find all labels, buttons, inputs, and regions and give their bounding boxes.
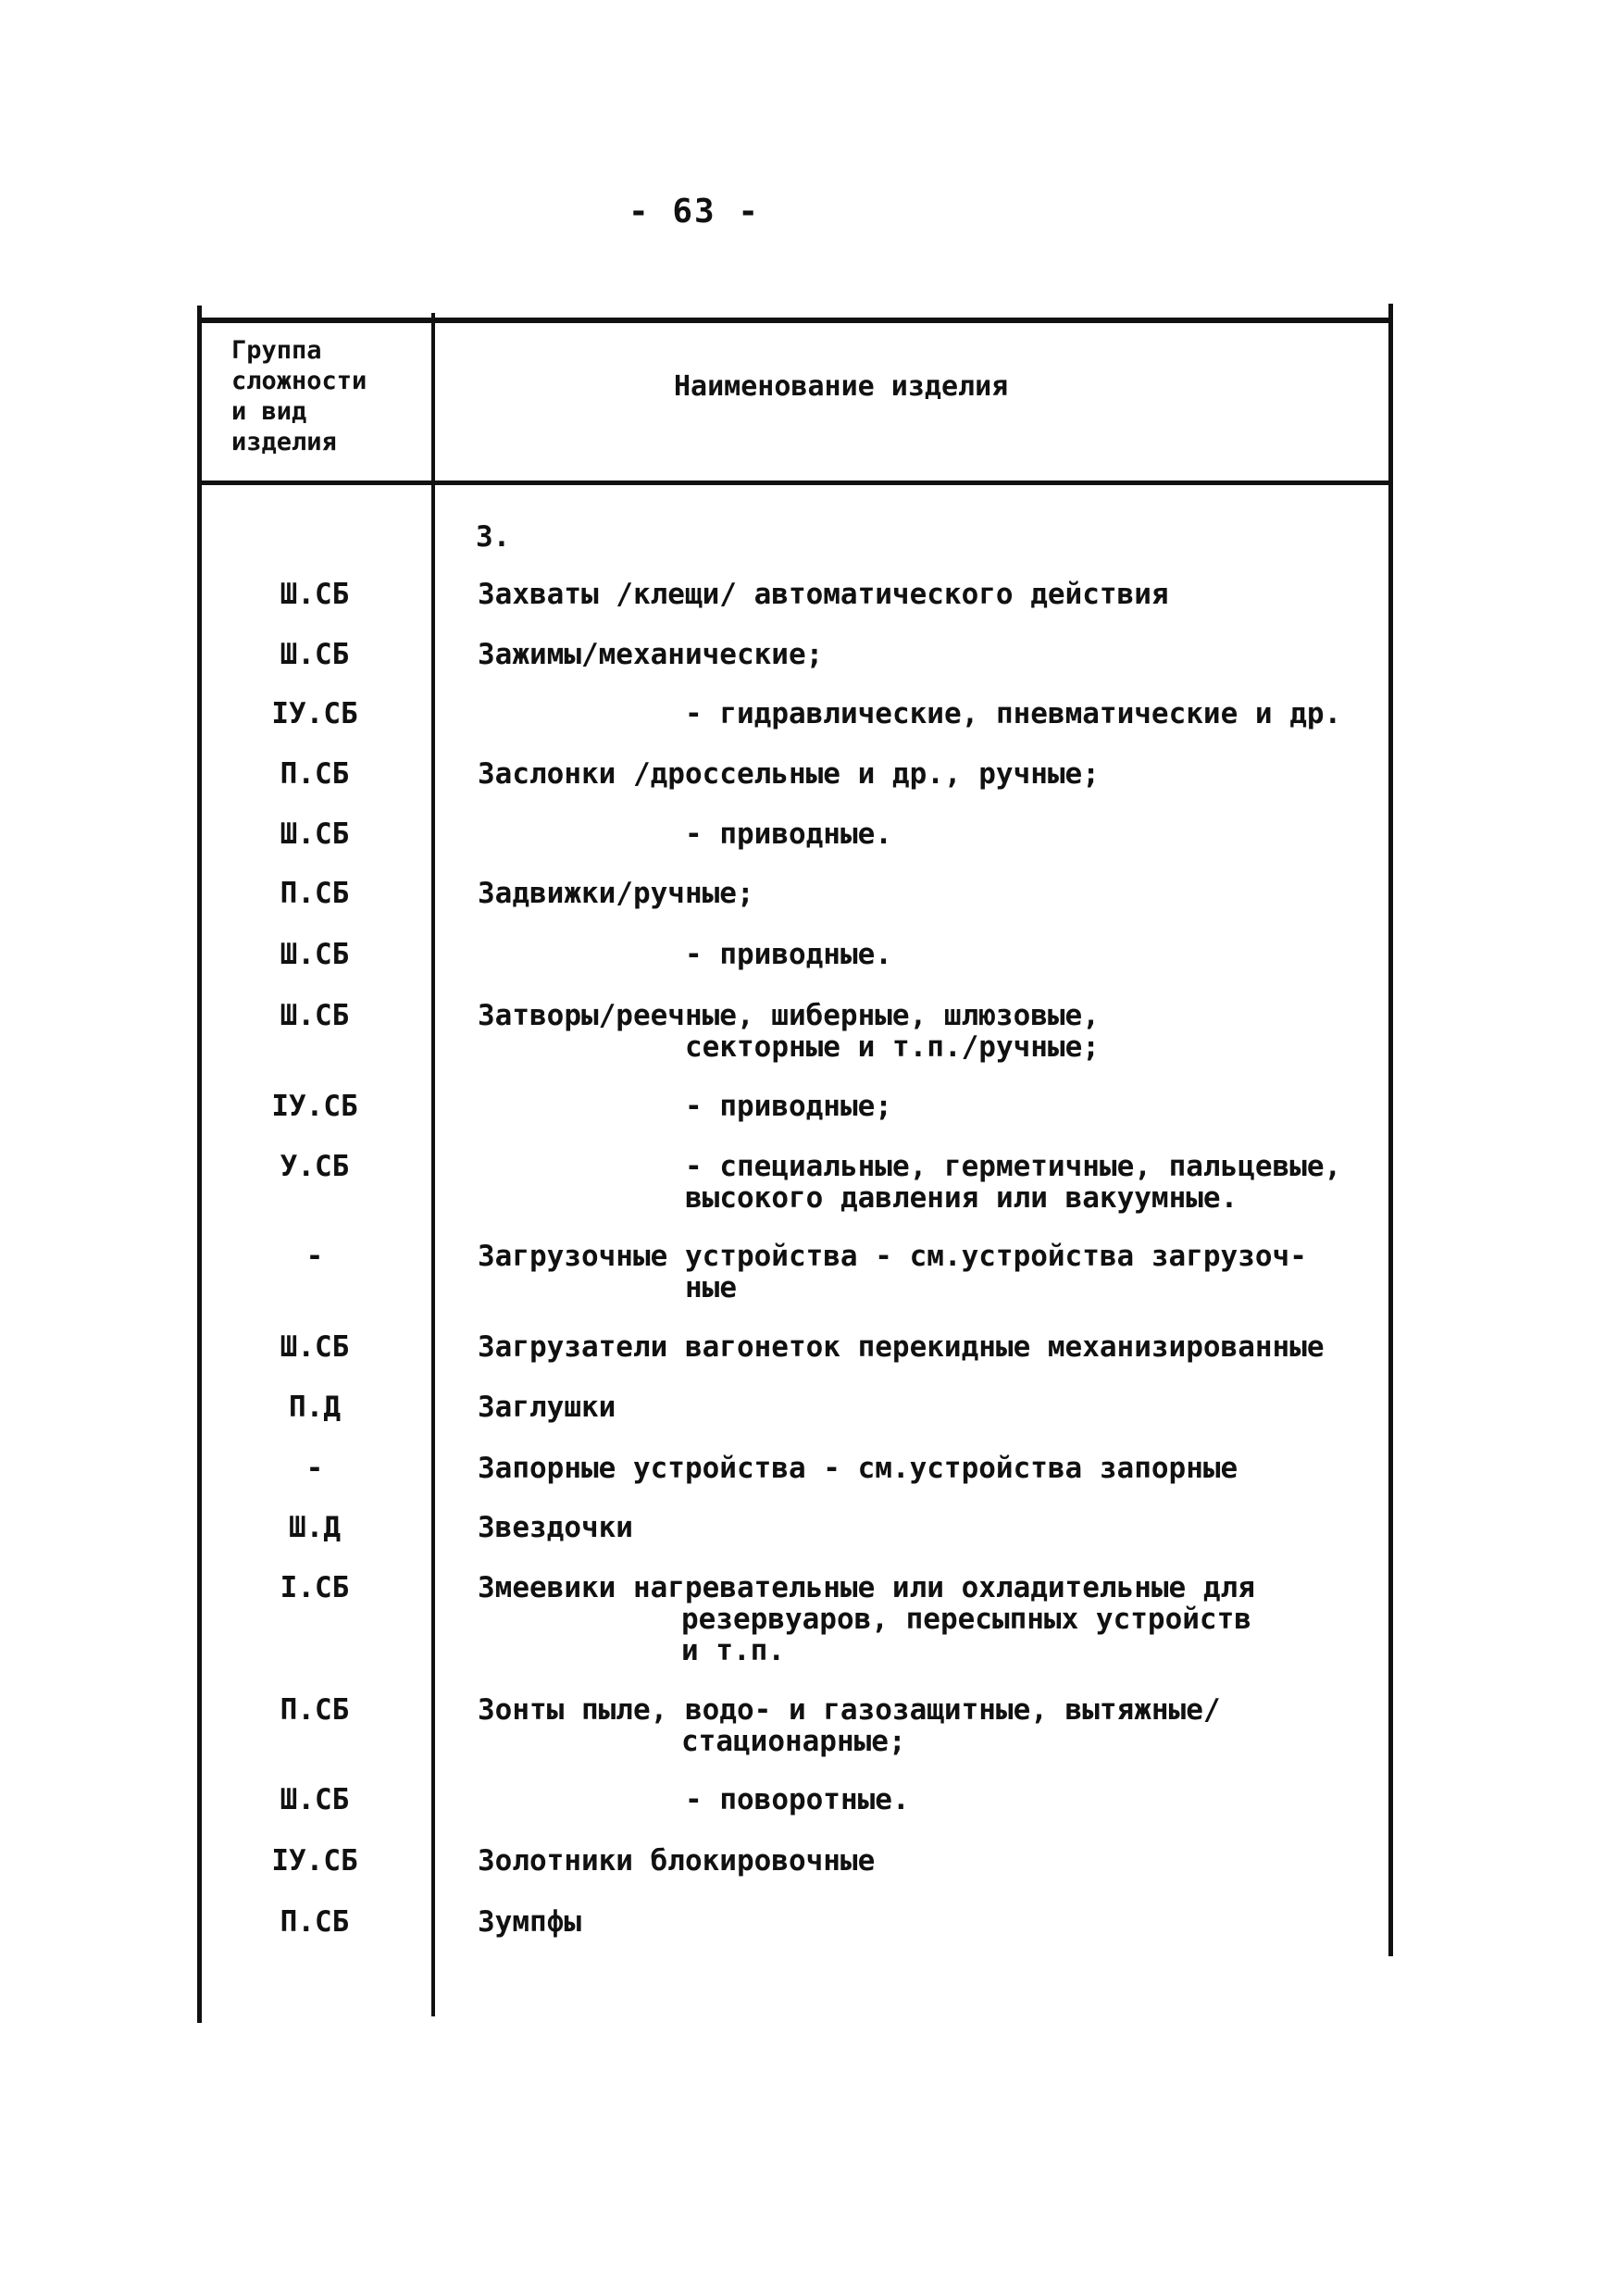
table-cell-name: [478, 1906, 581, 1938]
table-cell-name-line: - приводные.: [685, 938, 892, 971]
table-cell-group: П.Д: [289, 1391, 341, 1424]
table-cell-name-line: Зажимы/механические;: [478, 638, 824, 671]
table-cell-name: [478, 1391, 616, 1423]
table-cell-name: [478, 639, 823, 670]
table-cell-group: I.СБ: [280, 1571, 350, 1604]
table-cell-name: [685, 1784, 910, 1816]
table-cell-name-line: высокого давления или вакуумные.: [685, 1181, 1238, 1215]
table-cell-name-line: Зонты пыле, водо- и газозащитные, вытяжные/: [478, 1693, 1221, 1727]
table-cell-name-line: Заслонки /дроссельные и др., ручные;: [478, 757, 1100, 791]
table-cell-name: [478, 1000, 1100, 1063]
table-cell-name-line: Затворы/реечные, шиберные, шлюзовые,: [478, 999, 1100, 1032]
table-cell-name: [478, 1241, 1307, 1304]
table-cell-name: [478, 1512, 633, 1543]
table-cell-group: Ш.Д: [289, 1511, 341, 1544]
table-cell-name-line: Звездочки: [478, 1511, 633, 1544]
section-letter: З.: [476, 520, 511, 554]
table-top-rule: [197, 318, 1393, 323]
table-cell-name-line: Загрузатели вагонеток перекидные механизированные: [478, 1330, 1325, 1364]
table-cell-name-line: Запорные устройства - см.устройства запорные: [478, 1452, 1238, 1485]
table-cell-name-line: - специальные, герметичные, пальцевые,: [685, 1150, 1342, 1183]
table-cell-group: Ш.СБ: [280, 1783, 350, 1816]
table-cell-name: [685, 698, 1341, 730]
table-cell-group: IУ.СБ: [271, 1844, 358, 1878]
table-cell-group: П.СБ: [280, 757, 350, 791]
table-cell-name-line: Золотники блокировочные: [478, 1844, 876, 1878]
table-cell-name-line: Заглушки: [478, 1391, 616, 1424]
table-cell-name: [478, 1694, 1221, 1757]
table-cell-group: Ш.СБ: [280, 578, 350, 611]
table-cell-name: [478, 1572, 1255, 1666]
table-cell-group: У.СБ: [280, 1150, 350, 1183]
table-cell-group: IУ.СБ: [271, 1090, 358, 1123]
column-header-group: Группа сложности и вид изделия: [231, 336, 367, 456]
table-cell-name: [478, 1845, 875, 1877]
column-divider: [431, 313, 435, 2016]
column-header-name: Наименование изделия: [674, 370, 1009, 403]
table-cell-name-line: - приводные;: [685, 1090, 892, 1123]
table-cell-name-line: Зумпфы: [478, 1905, 581, 1939]
table-cell-name: [478, 579, 1169, 610]
table-cell-group: Ш.СБ: [280, 817, 350, 851]
table-cell-name: [685, 1091, 892, 1122]
table-cell-name: [478, 758, 1100, 790]
table-cell-group: Ш.СБ: [280, 938, 350, 971]
table-cell-group: П.СБ: [280, 877, 350, 910]
header-bottom-rule: [202, 480, 1389, 485]
table-cell-name: [685, 818, 892, 850]
table-cell-name: [685, 939, 892, 970]
table-cell-group: Ш.СБ: [280, 999, 350, 1032]
table-cell-name: [478, 878, 754, 909]
table-left-border: [197, 306, 202, 2023]
table-cell-name-line: секторные и т.п./ручные;: [685, 1030, 1100, 1064]
page-number: - 63 -: [628, 193, 761, 231]
table-cell-group: Ш.СБ: [280, 1330, 350, 1364]
table-cell-name-line: Задвижки/ручные;: [478, 877, 754, 910]
table-cell-group: -: [305, 1452, 324, 1485]
table-cell-name: [685, 1151, 1341, 1214]
table-cell-name-line: Захваты /клещи/ автоматического действия: [478, 578, 1169, 611]
table-cell-name-line: Загрузочные устройства - см.устройства загрузоч-: [478, 1240, 1307, 1273]
table-cell-name-line: - гидравлические, пневматические и др.: [685, 697, 1342, 730]
table-cell-name-line: резервуаров, пересыпных устройств: [681, 1603, 1251, 1636]
table-cell-name-line: - приводные.: [685, 817, 892, 851]
table-cell-group: П.СБ: [280, 1693, 350, 1727]
table-cell-name: [478, 1331, 1325, 1363]
table-cell-name-line: ные: [685, 1271, 737, 1304]
table-right-border: [1388, 304, 1393, 1956]
table-cell-group: IУ.СБ: [271, 697, 358, 730]
table-cell-group: П.СБ: [280, 1905, 350, 1939]
table-cell-group: -: [305, 1240, 324, 1273]
table-cell-name-line: - поворотные.: [685, 1783, 910, 1816]
table-cell-group: Ш.СБ: [280, 638, 350, 671]
table-cell-name: [478, 1453, 1238, 1484]
table-cell-name-line: стационарные;: [681, 1725, 906, 1758]
table-cell-name-line: Змеевики нагревательные или охладительные для: [478, 1571, 1255, 1604]
table-cell-name-line: и т.п.: [681, 1634, 785, 1667]
